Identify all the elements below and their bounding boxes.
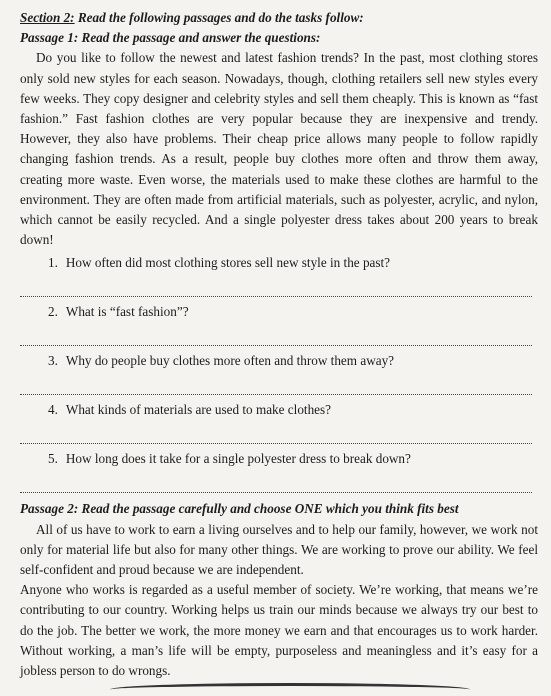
- passage2-heading: Passage 2: Read the passage carefully and choose ONE which you think fits best: [20, 501, 459, 517]
- passage2-paragraph-2: Anyone who works is regarded as a useful member of society. We’re working, that means we’re contributing to our country. Working helps us train our minds because we always try our best to do the job. The better we work, the more money we earn and that encourages us to work harder. Without working, a man’s life will be empty, purposeless and meaningless and it’s easy for a jobless person to do wrongs.: [20, 582, 538, 679]
- question-number: 5.: [48, 451, 58, 467]
- question-text: How often did most clothing stores sell new style in the past?: [65, 255, 391, 271]
- section-label: Section 2:: [20, 10, 75, 25]
- question-text: What kinds of materials are used to make clothes?: [65, 402, 332, 418]
- question-text: How long does it take for a single polyester dress to break down?: [65, 451, 411, 467]
- question-number: 4.: [48, 402, 58, 418]
- question-number: 2.: [48, 304, 58, 320]
- question-text: Why do people buy clothes more often and throw them away?: [65, 353, 395, 369]
- page-bottom-edge: [110, 683, 470, 696]
- question-item: [20, 350, 538, 395]
- question-item: [20, 301, 538, 346]
- passage1-text: Do you like to follow the newest and latest fashion trends? In the past, most clothing stores only sold new styles for each season. Nowadays, though, clothing retailers sell new styles every few weeks. They copy designer and celebrity styles and sell them cheaply. This is known as “fast fashion.” Fast fashion clothes are very popular because they are inexpensive and trendy. However, they also have problems. Their cheap price allows many people to follow rapidly changing fashion trends. As a result, people buy clothes more often and throw them away, creating more waste. Even worse, the materials used to make these clothes are harmful to the environment. They are often made from artificial materials, such as polyester, acrylic, and nylon, which cannot be easily recycled. And a single polyester dress takes about 200 years to break down!: [20, 50, 538, 248]
- question-list: [20, 252, 538, 493]
- answer-line[interactable]: [20, 372, 532, 395]
- question-item: [20, 399, 538, 444]
- passage2-paragraph-1: All of us have to work to earn a living ourselves and to help our family, however, we work not only for material life but also for many other things. We are working to prove our ability. We feel self-confident and proud because we are independent.: [20, 521, 538, 578]
- passage1-heading: Passage 1: Read the passage and answer the questions:: [20, 30, 321, 46]
- section-instruction: Read the following passages and do the tasks follow:: [74, 10, 364, 25]
- passage2: [20, 499, 538, 681]
- question-number: 1.: [48, 255, 58, 271]
- answer-line[interactable]: [20, 470, 532, 493]
- answer-line[interactable]: [20, 323, 532, 346]
- question-text: What is “fast fashion”?: [65, 304, 189, 320]
- answer-line[interactable]: [20, 274, 532, 297]
- question-item: [20, 448, 538, 493]
- answer-line[interactable]: [20, 421, 532, 444]
- question-item: [20, 252, 538, 297]
- question-number: 3.: [48, 353, 58, 369]
- section-title: [20, 8, 538, 28]
- worksheet-page: [20, 8, 538, 681]
